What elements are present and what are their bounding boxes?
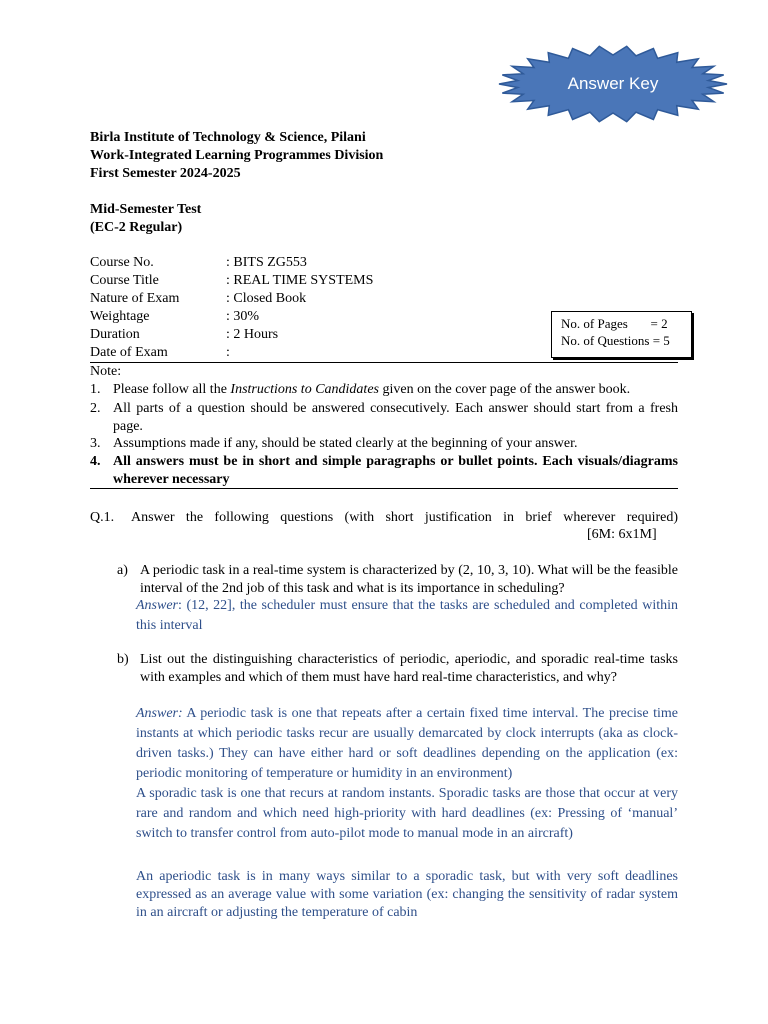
part-letter: b) bbox=[117, 652, 129, 667]
note-text: All answers must be in short and simple paragraphs or bullet points. Each visuals/diagrams wherever necessary bbox=[113, 454, 678, 487]
answer-paragraph: A sporadic task is one that recurs at random instants. Sporadic tasks are those that occur at very rare and random and which need high-priority with hard deadlines (ex: Pressing of ‘manual’ switch to transfer control from auto-pilot mode to manual mode in an aircraft) bbox=[136, 786, 678, 841]
page-count: No. of Pages = 2 bbox=[561, 316, 668, 331]
exam-type: (EC-2 Regular) bbox=[90, 220, 183, 235]
answer-paragraph: An aperiodic task is in many ways similar to a sporadic task, but with very soft deadlines expressed as an average value with some variation (ex: changing the sensitivity of radar system in an aircraft or adjusting the temperature of cabin bbox=[136, 869, 678, 920]
note-text-part: given on the cover page of the answer book. bbox=[378, 382, 631, 397]
question-count: No. of Questions = 5 bbox=[561, 333, 670, 348]
note-item-4 bbox=[90, 453, 678, 489]
detail-label: Weightage bbox=[90, 309, 150, 324]
question-1 bbox=[90, 509, 678, 527]
pages-info-box bbox=[551, 311, 692, 358]
detail-value: : REAL TIME SYSTEMS bbox=[226, 273, 374, 288]
institute-name: Birla Institute of Technology & Science, Pilani bbox=[90, 130, 366, 145]
note-title: Note: bbox=[90, 364, 122, 379]
answer-paragraph bbox=[136, 704, 678, 784]
note-text-part: Please follow all the bbox=[113, 382, 231, 397]
note-number: 1. bbox=[90, 382, 101, 397]
question-part-b bbox=[117, 651, 678, 687]
note-item-2 bbox=[90, 400, 678, 436]
question-number: Q.1. bbox=[90, 510, 115, 525]
detail-value: : bbox=[226, 345, 230, 360]
answer-b-continued bbox=[136, 868, 678, 922]
divider-top bbox=[90, 362, 678, 363]
answer-label: Answer bbox=[136, 598, 178, 613]
answer-paragraph bbox=[136, 596, 678, 636]
note-item-3 bbox=[90, 435, 678, 453]
answer-text: : (12, 22], the scheduler must ensure that the tasks are scheduled and completed within this interval bbox=[136, 598, 678, 633]
exam-name: Mid-Semester Test bbox=[90, 202, 202, 217]
note-text bbox=[113, 381, 678, 399]
detail-label: Course Title bbox=[90, 273, 159, 288]
note-number: 3. bbox=[90, 436, 101, 451]
detail-label: Nature of Exam bbox=[90, 291, 180, 306]
detail-value: : BITS ZG553 bbox=[226, 255, 307, 270]
divider-bottom bbox=[90, 488, 678, 489]
answer-text: A periodic task is one that repeats after a certain fixed time interval. The precise time instants at which periodic tasks recur are usually demarcated by clock interrupts (aka as clock-driven tasks.) They can have either hard or soft deadlines depending on the application (ex: periodic monitoring of temperature or humidity in an environment) bbox=[136, 706, 678, 781]
division-name: Work-Integrated Learning Programmes Division bbox=[90, 148, 384, 163]
detail-label: Course No. bbox=[90, 255, 154, 270]
detail-value: : Closed Book bbox=[226, 291, 307, 306]
detail-value: : 2 Hours bbox=[226, 327, 279, 342]
part-text: A periodic task in a real-time system is characterized by (2, 10, 3, 10). What will be the feasible interval of the 2nd job of this task and what is its importance in scheduling? bbox=[140, 563, 678, 596]
note-text: All parts of a question should be answered consecutively. Each answer should start from a fresh page. bbox=[113, 401, 678, 434]
semester: First Semester 2024-2025 bbox=[90, 166, 241, 181]
detail-label: Duration bbox=[90, 327, 140, 342]
note-item-1 bbox=[90, 381, 678, 399]
answer-key-stamp bbox=[497, 44, 729, 124]
answer-b bbox=[136, 704, 678, 844]
question-part-a bbox=[117, 562, 678, 598]
note-number: 4. bbox=[90, 454, 101, 469]
detail-value: : 30% bbox=[226, 309, 260, 324]
note-text: Assumptions made if any, should be stated clearly at the beginning of your answer. bbox=[113, 436, 578, 451]
answer-label: Answer: bbox=[136, 706, 183, 721]
part-text: List out the distinguishing characteristics of periodic, aperiodic, and sporadic real-time tasks with examples and which of them must have hard real-time characteristics, and why? bbox=[140, 652, 678, 685]
answer-key-label: Answer Key bbox=[567, 74, 659, 93]
question-text: Answer the following questions (with short justification in brief wherever required) bbox=[131, 510, 678, 525]
part-letter: a) bbox=[117, 563, 128, 578]
note-number: 2. bbox=[90, 401, 101, 416]
detail-label: Date of Exam bbox=[90, 345, 168, 360]
question-marks: [6M: 6x1M] bbox=[587, 527, 657, 542]
note-text-italic: Instructions to Candidates bbox=[230, 382, 379, 397]
answer-a bbox=[136, 596, 678, 636]
